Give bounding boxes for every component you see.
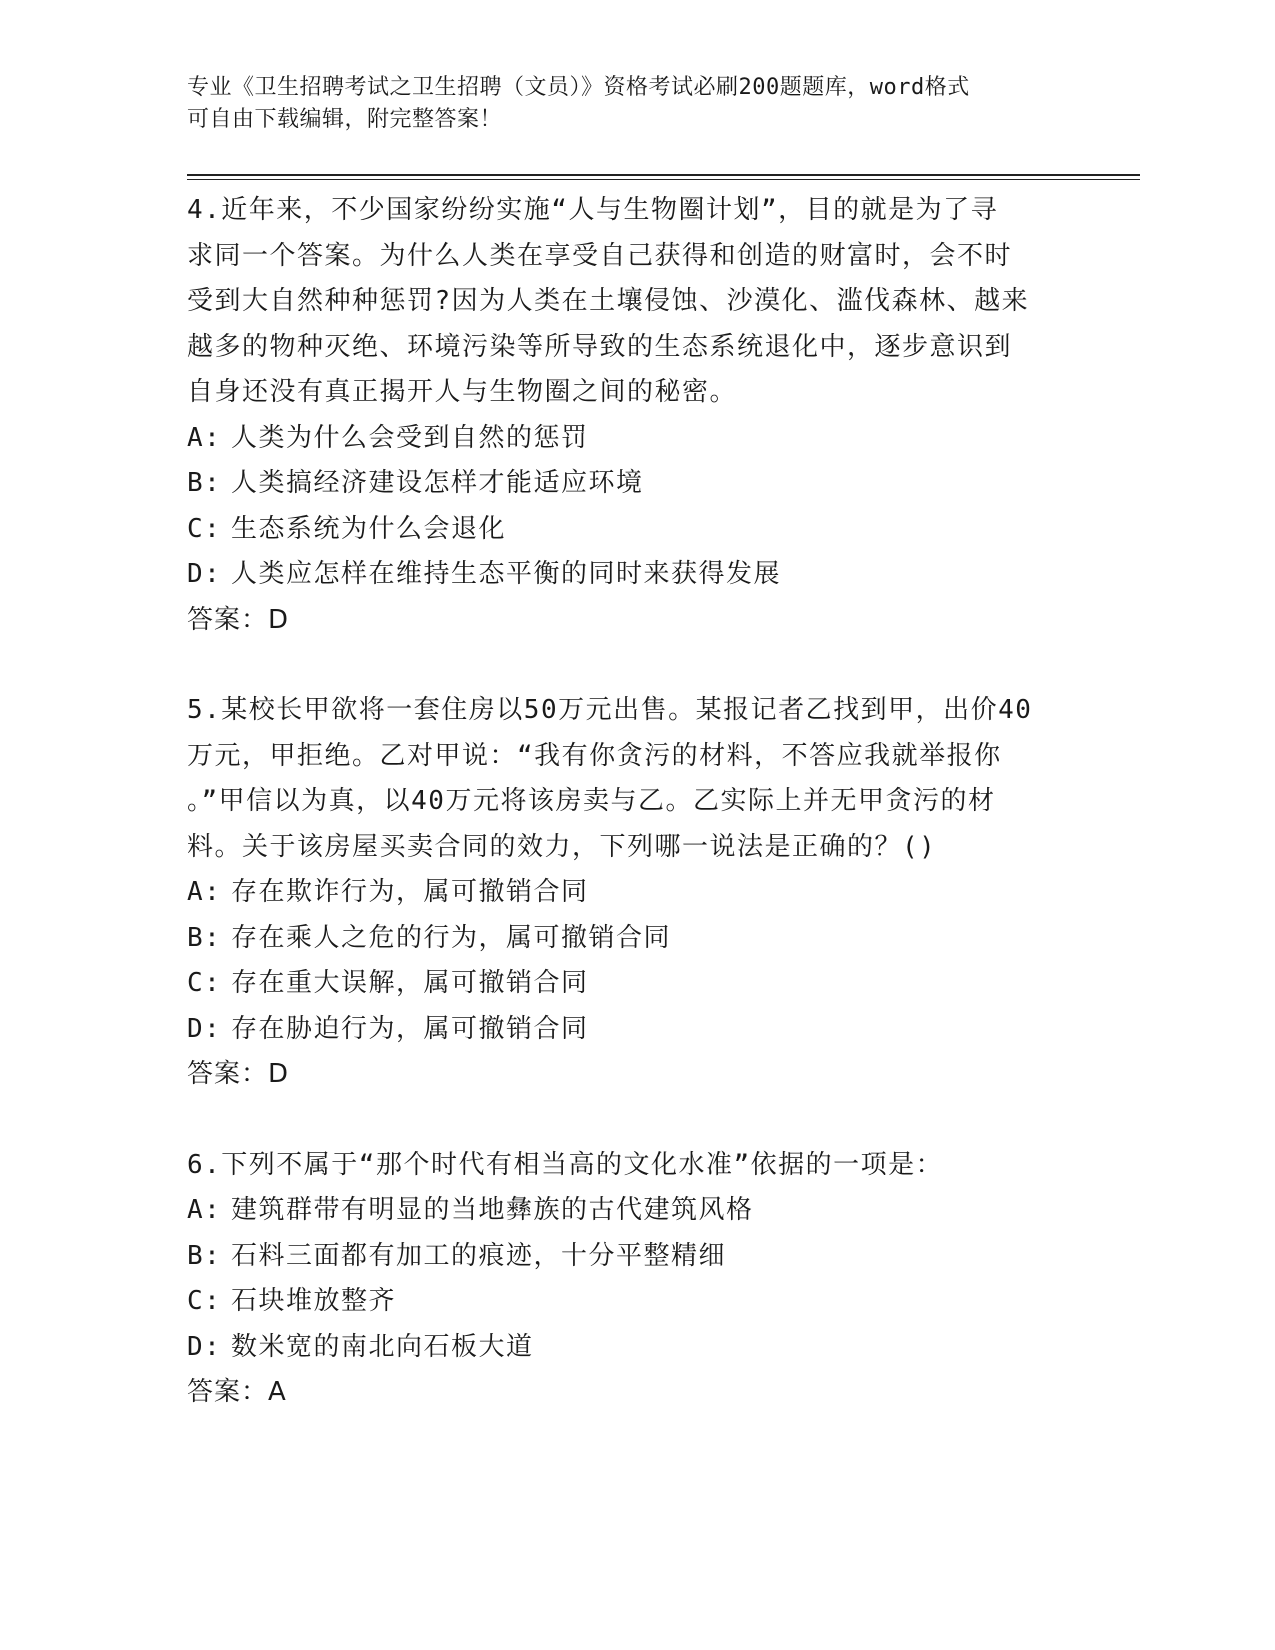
option-text: 人类搞经济建设怎样才能适应环境 [231,468,644,498]
question-5 [187,688,1087,1098]
option-a [187,1188,1087,1234]
option-text: 人类为什么会受到自然的惩罚 [231,422,589,453]
option-text: 存在欺诈行为，属可撤销合同 [231,877,589,907]
question-4 [187,188,1087,643]
option-letter: A: [187,422,222,453]
question-stem-line: 受到大自然种种惩罚?因为人类在土壤侵蚀、沙漠化、滥伐森林、越来 [187,286,1030,316]
option-d [187,1007,1087,1053]
option-letter: B: [187,468,222,498]
header-divider-thick [187,174,1140,176]
question-stem-line: 4.近年来，不少国家纷纷实施“人与生物圈计划”，目的就是为了寻 [187,195,999,225]
option-text: 石料三面都有加工的痕迹，十分平整精细 [231,1240,727,1271]
option-text: 存在胁迫行为，属可撤销合同 [231,1013,589,1044]
question-stem-line: 越多的物种灭绝、环境污染等所导致的生态系统退化中，逐步意识到 [187,331,1013,362]
option-letter: D: [187,559,222,589]
option-letter: C: [187,968,222,998]
option-letter: A: [187,877,222,907]
question-stem-line: 料。关于该房屋买卖合同的效力，下列哪一说法是正确的？() [187,831,937,862]
question-list [187,188,1087,1416]
question-stem-line: 自身还没有真正揭开人与生物圈之间的秘密。 [187,377,738,407]
option-letter: A: [187,1195,222,1225]
question-stem-line: 5.某校长甲欲将一套住房以50万元出售。某报记者乙找到甲，出价40 [187,695,1033,725]
question-6 [187,1143,1087,1416]
option-text: 石块堆放整齐 [231,1286,397,1316]
option-text: 存在乘人之危的行为，属可撤销合同 [231,922,672,953]
option-b [187,1234,1087,1280]
option-c [187,507,1087,553]
answer-line: 答案：D [187,604,290,635]
header-line-1: 专业《卫生招聘考试之卫生招聘（文员）》资格考试必刷200题题库，word格式 [187,75,970,100]
option-letter: B: [187,922,222,953]
option-text: 人类应怎样在维持生态平衡的同时来获得发展 [231,559,782,589]
option-text: 存在重大误解，属可撤销合同 [231,968,589,998]
option-text: 建筑群带有明显的当地彝族的古代建筑风格 [231,1195,754,1225]
option-b [187,916,1087,962]
option-letter: C: [187,1286,222,1316]
option-a [187,416,1087,462]
question-spacer [187,1098,1087,1143]
option-c [187,961,1087,1007]
option-letter: D: [187,1013,222,1044]
question-stem-line: 。”甲信以为真，以40万元将该房卖与乙。乙实际上并无甲贪污的材 [187,786,996,816]
option-a [187,870,1087,916]
question-stem-line: 6.下列不属于“那个时代有相当高的文化水准”依据的一项是： [187,1149,944,1180]
question-stem-line: 求同一个答案。为什么人类在享受自己获得和创造的财富时，会不时 [187,240,1013,271]
option-letter: B: [187,1240,222,1271]
option-b [187,461,1087,507]
option-letter: D: [187,1331,222,1362]
option-d [187,1325,1087,1371]
option-letter: C: [187,513,222,544]
header-line-2: 可自由下载编辑，附完整答案！ [187,107,503,132]
answer-line: 答案：A [187,1377,287,1407]
option-c [187,1279,1087,1325]
option-text: 数米宽的南北向石板大道 [231,1331,534,1362]
question-spacer [187,643,1087,688]
question-stem-line: 万元，甲拒绝。乙对甲说：“我有你贪污的材料，不答应我就举报你 [187,740,1002,771]
document-header [187,72,1087,136]
answer-line: 答案：D [187,1059,290,1089]
header-divider-thin [187,179,1140,180]
option-d [187,552,1087,598]
option-text: 生态系统为什么会退化 [231,513,507,544]
